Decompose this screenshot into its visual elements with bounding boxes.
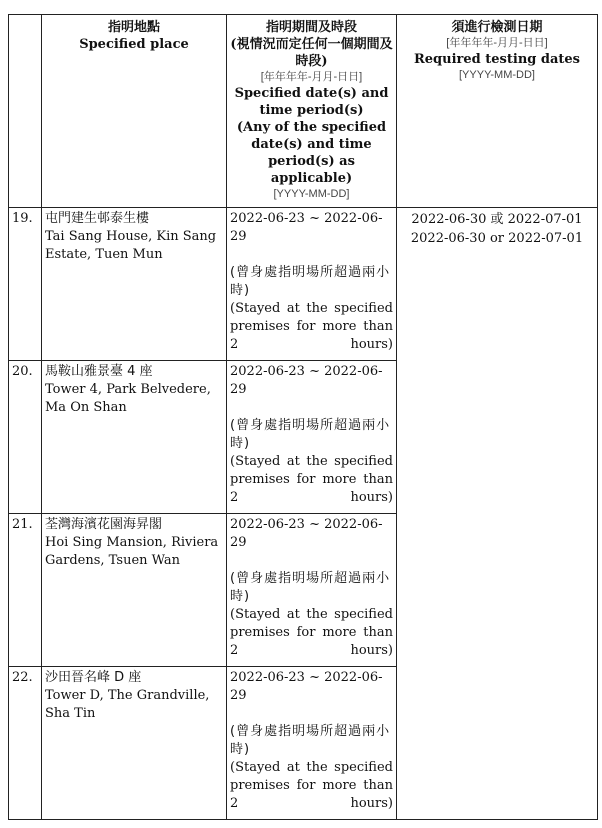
period-cell [227, 361, 397, 514]
place-name-zh: 沙田晉名峰 D 座 [45, 670, 142, 685]
period-note-en: (Stayed at the specified premises for more than 2 hours) [230, 607, 393, 658]
row-number: 21. [9, 514, 42, 667]
header-place-en: Specified place [79, 37, 189, 52]
period-dates: 2022-06-23 ~ 2022-06-29 [230, 670, 383, 703]
period-cell [227, 667, 397, 820]
period-note-zh: (曾身處指明場所超過兩小時) [230, 724, 391, 757]
period-dates: 2022-06-23 ~ 2022-06-29 [230, 364, 383, 397]
header-period-format-zh: [年年年年-月月-日日] [260, 71, 363, 83]
place-cell [42, 667, 227, 820]
specified-places-table [8, 14, 598, 820]
period-dates: 2022-06-23 ~ 2022-06-29 [230, 517, 383, 550]
row-number: 20. [9, 361, 42, 514]
period-cell [227, 514, 397, 667]
place-name-zh: 荃灣海濱花園海昇閣 [45, 517, 163, 532]
header-number-cell [9, 15, 42, 208]
period-dates: 2022-06-23 ~ 2022-06-29 [230, 211, 383, 244]
testing-dates-zh: 2022-06-30 或 2022-07-01 [411, 212, 583, 227]
place-name-en: Hoi Sing Mansion, Riviera Gardens, Tsuen Wan [45, 535, 219, 568]
header-period-zh: 指明期間及時段 [265, 20, 357, 35]
header-place-zh: 指明地點 [107, 20, 160, 35]
header-period-format-en: [YYYY-MM-DD] [273, 188, 350, 200]
table-row [9, 208, 598, 361]
header-testing-cell [397, 15, 598, 208]
place-cell [42, 361, 227, 514]
header-place-cell [42, 15, 227, 208]
period-note-zh: (曾身處指明場所超過兩小時) [230, 418, 391, 451]
place-name-en: Tai Sang House, Kin Sang Estate, Tuen Mun [45, 229, 217, 262]
place-cell [42, 208, 227, 361]
header-period-en: Specified date(s) and time period(s) [234, 86, 389, 118]
header-testing-format-zh: [年年年年-月月-日日] [446, 37, 548, 49]
header-testing-zh: 須進行檢測日期 [451, 20, 543, 35]
period-note-zh: (曾身處指明場所超過兩小時) [230, 265, 391, 298]
period-note-en: (Stayed at the specified premises for more than 2 hours) [230, 454, 393, 505]
period-cell [227, 208, 397, 361]
testing-dates-cell [397, 208, 598, 820]
row-number: 19. [9, 208, 42, 361]
header-period-zh-note: (視情況而定任何一個期間及時段) [230, 37, 393, 69]
header-period-cell [227, 15, 397, 208]
place-name-zh: 馬鞍山雅景臺 4 座 [45, 364, 153, 379]
header-period-en-note: (Any of the specified date(s) and time period(s) as applicable) [236, 120, 387, 186]
row-number: 22. [9, 667, 42, 820]
place-name-zh: 屯門建生邨泰生樓 [45, 211, 150, 226]
period-note-zh: (曾身處指明場所超過兩小時) [230, 571, 391, 604]
testing-dates-en: 2022-06-30 or 2022-07-01 [410, 231, 584, 246]
header-testing-format-en: [YYYY-MM-DD] [459, 69, 535, 81]
period-note-en: (Stayed at the specified premises for more than 2 hours) [230, 301, 393, 352]
place-name-en: Tower 4, Park Belvedere, Ma On Shan [45, 382, 211, 415]
place-name-en: Tower D, The Grandville, Sha Tin [45, 688, 210, 721]
period-note-en: (Stayed at the specified premises for more than 2 hours) [230, 760, 393, 811]
table-header-row [9, 15, 598, 208]
header-testing-en: Required testing dates [413, 52, 580, 67]
place-cell [42, 514, 227, 667]
